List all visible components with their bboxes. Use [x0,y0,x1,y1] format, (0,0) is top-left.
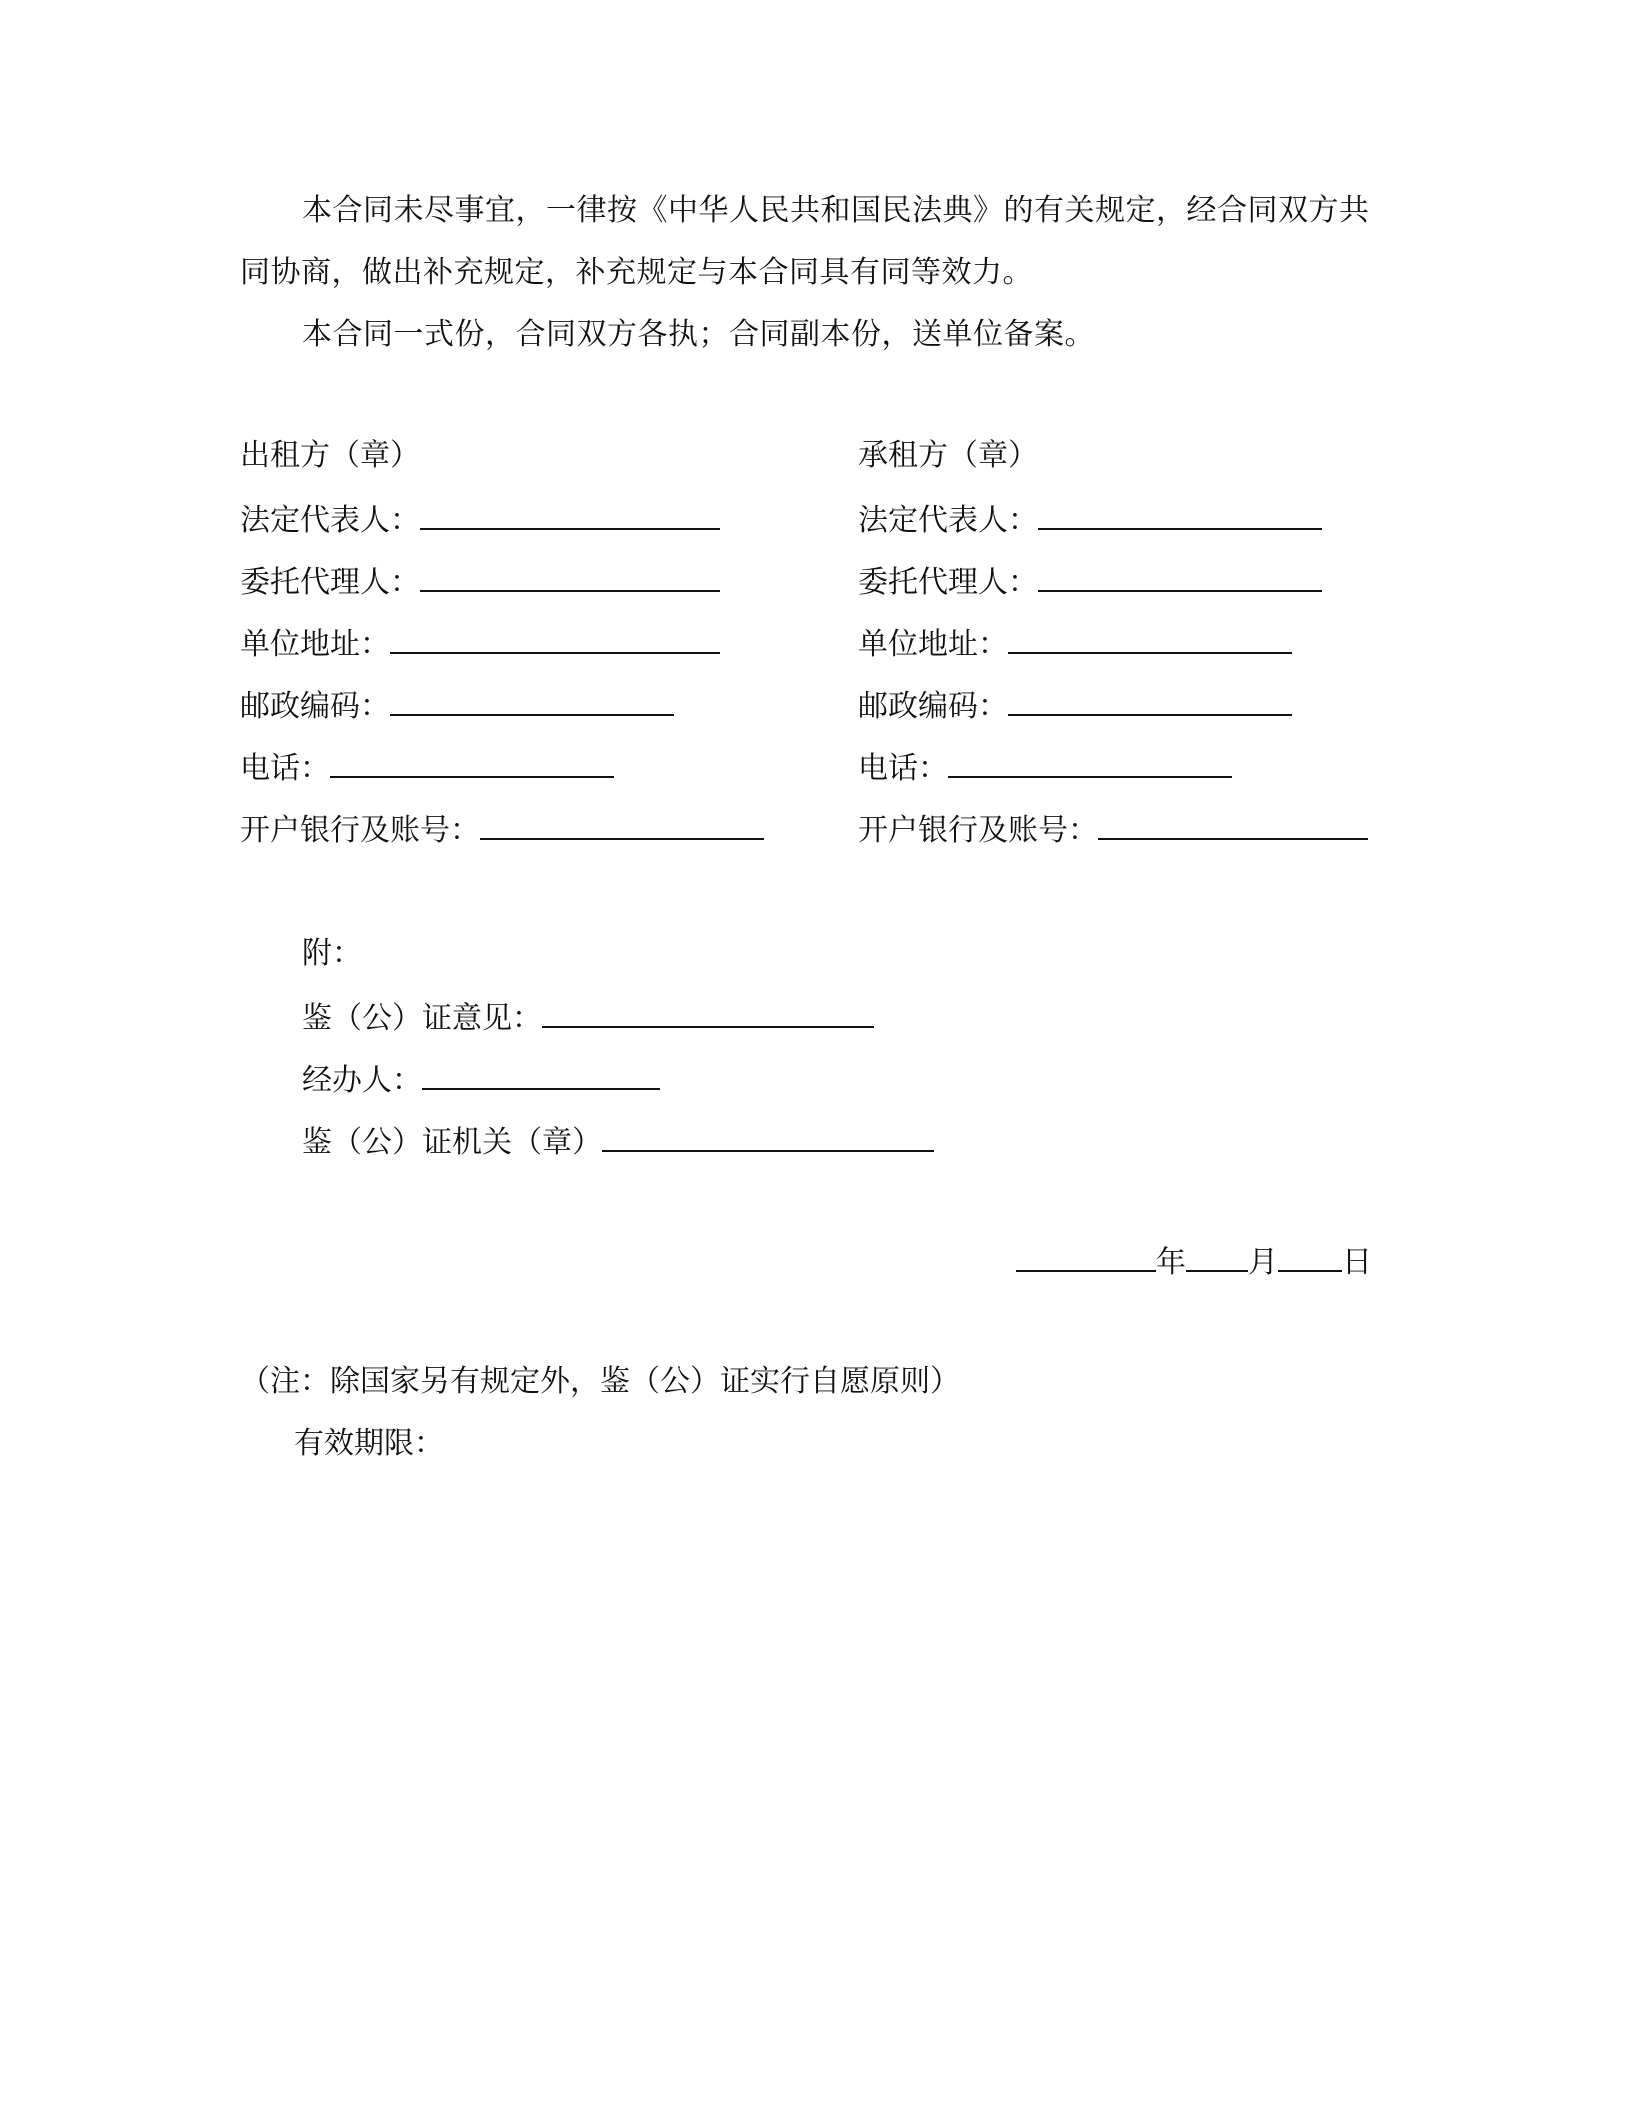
lessor-phone-blank[interactable] [330,746,614,778]
month-label: 月 [1248,1245,1278,1280]
lessor-postcode-blank[interactable] [390,684,674,716]
lessee-bank-field [858,808,1368,851]
lessee-title: 承租方（章） [858,438,1038,473]
opinion-label: 鉴（公）证意见： [302,1001,542,1036]
authority-blank[interactable] [602,1120,934,1152]
lessee-bank-blank[interactable] [1098,808,1368,840]
lessee-postcode-field [858,684,1292,727]
lessor-postcode-field [240,684,674,727]
lessee-phone-label: 电话： [858,751,948,786]
lessor-address-blank[interactable] [390,622,720,654]
lessee-postcode-blank[interactable] [1008,684,1292,716]
lessee-agent-field [858,560,1322,603]
lessee-address-field [858,622,1292,665]
lessor-agent-label: 委托代理人： [240,565,420,600]
paragraph-supplement: 本合同未尽事宜，一律按《中华人民共和国民法典》的有关规定，经合同双方共同协商，做出补充规定，补充规定与本合同具有同等效力。 [240,193,1370,290]
lessor-title: 出租方（章） [240,438,420,473]
month-blank[interactable] [1186,1240,1248,1272]
handler-label: 经办人： [302,1063,422,1098]
lessor-bank-label: 开户银行及账号： [240,813,480,848]
lessor-bank-blank[interactable] [480,808,764,840]
lessee-legal-rep-field [858,498,1322,541]
lessee-legal-rep-blank[interactable] [1038,498,1322,530]
lessee-agent-blank[interactable] [1038,560,1322,592]
opinion-blank[interactable] [542,996,874,1028]
paragraph-copies: 本合同一式份，合同双方各执；合同副本份，送单位备案。 [302,317,1095,352]
lessee-bank-label: 开户银行及账号： [858,813,1098,848]
date-field [1016,1240,1372,1283]
handler-field [302,1058,660,1101]
lessor-postcode-label: 邮政编码： [240,689,390,724]
year-label: 年 [1156,1245,1186,1280]
handler-blank[interactable] [422,1058,660,1090]
voluntary-note: （注：除国家另有规定外，鉴（公）证实行自愿原则） [240,1364,960,1399]
appendix-label: 附： [302,936,362,971]
lessee-legal-rep-label: 法定代表人： [858,503,1038,538]
lessor-phone-field [240,746,614,789]
authority-field [302,1120,934,1163]
authority-label: 鉴（公）证机关（章） [302,1125,602,1160]
lessee-postcode-label: 邮政编码： [858,689,1008,724]
lessee-address-blank[interactable] [1008,622,1292,654]
lessor-legal-rep-label: 法定代表人： [240,503,420,538]
year-blank[interactable] [1016,1240,1156,1272]
lessor-address-label: 单位地址： [240,627,390,662]
lessee-phone-field [858,746,1232,789]
lessor-bank-field [240,808,764,851]
day-label: 日 [1342,1245,1372,1280]
lessor-address-field [240,622,720,665]
lessee-phone-blank[interactable] [948,746,1232,778]
lessor-phone-label: 电话： [240,751,330,786]
lessee-agent-label: 委托代理人： [858,565,1038,600]
validity-label: 有效期限： [294,1426,444,1461]
lessor-agent-blank[interactable] [420,560,720,592]
lessee-address-label: 单位地址： [858,627,1008,662]
day-blank[interactable] [1278,1240,1342,1272]
lessor-agent-field [240,560,720,603]
lessor-legal-rep-blank[interactable] [420,498,720,530]
lessor-legal-rep-field [240,498,720,541]
opinion-field [302,996,874,1039]
